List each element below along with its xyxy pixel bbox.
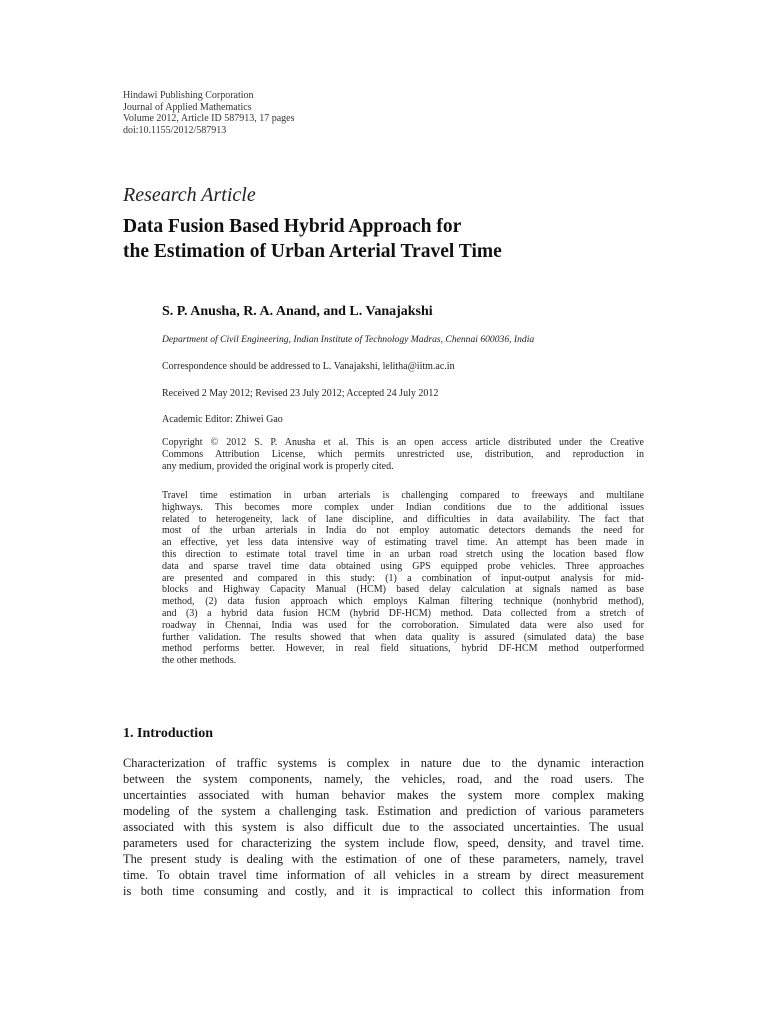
body-line: associated with this system is also difficult due to the associated uncertainties. The usual	[123, 820, 644, 834]
paper-title	[123, 214, 663, 264]
title-line: Data Fusion Based Hybrid Approach for	[123, 216, 462, 237]
correspondence: Correspondence should be addressed to L. Vanajakshi, lelitha@iitm.ac.in	[162, 361, 455, 372]
abstract-line: blocks and Highway Capacity Manual (HCM) based delay calculation at signals named as base	[162, 584, 644, 596]
copyright-line: Commons Attribution License, which permits unrestricted use, distribution, and reproduction in	[162, 448, 644, 460]
copyright-line: any medium, provided the original work is properly cited.	[162, 460, 394, 472]
abstract-line: most of the urban arterials in India do not employ automatic detectors demands the need for	[162, 525, 644, 537]
affiliation: Department of Civil Engineering, Indian Institute of Technology Madras, Chennai 600036, India	[162, 334, 535, 345]
abstract-line: this direction to estimate total travel time in an urban road stretch using the location based flow	[162, 548, 644, 560]
abstract-line: an effective, yet less data intensive way of estimating travel time. An attempt has been made in	[162, 537, 644, 549]
abstract-line: the other methods.	[162, 655, 237, 667]
authors: S. P. Anusha, R. A. Anand, and L. Vanajakshi	[162, 304, 433, 319]
body-line: uncertainties associated with human behavior makes the system more complex making	[123, 788, 644, 802]
abstract-line: highways. This becomes more complex under Indian conditions due to the additional issues	[162, 501, 644, 513]
publisher-name: Hindawi Publishing Corporation	[123, 90, 254, 101]
abstract-line: related to heterogeneity, lack of lane discipline, and difficulties in data availability. The fact that	[162, 513, 644, 525]
abstract	[162, 490, 644, 667]
title-line: the Estimation of Urban Arterial Travel Time	[123, 241, 502, 262]
body-line: time. To obtain travel time information of all vehicles in a stream by direct measurement	[123, 868, 644, 882]
journal-name: Journal of Applied Mathematics	[123, 101, 252, 113]
abstract-line: further validation. The results showed that when data quality is assured (simulated data) the base	[162, 631, 644, 643]
abstract-line: roadway in Chennai, India was used for the corroboration. Simulated data were also used for	[162, 619, 644, 631]
copyright-notice	[162, 437, 644, 472]
academic-editor: Academic Editor: Zhiwei Gao	[162, 414, 283, 425]
abstract-line: are presented and compared in this study: (1) a combination of input-output analysis for mid-	[162, 572, 644, 584]
abstract-line: and (3) a hybrid data fusion HCM (hybrid DF-HCM) method. Data collected from a stretch of	[162, 607, 644, 619]
abstract-line: method performs better. However, in real field situations, hybrid DF-HCM method outperformed	[162, 643, 644, 655]
body-line: between the system components, namely, the vehicles, road, and the road users. The	[123, 772, 644, 786]
body-line: parameters used for characterizing the system include flow, speed, density, and travel time.	[123, 836, 644, 850]
journal-header	[123, 90, 523, 136]
received-dates: Received 2 May 2012; Revised 23 July 2012; Accepted 24 July 2012	[162, 388, 439, 399]
body-line: is both time consuming and costly, and it is impractical to collect this information from	[123, 884, 644, 898]
body-line: Characterization of traffic systems is complex in nature due to the dynamic interaction	[123, 756, 644, 770]
copyright-line: Copyright © 2012 S. P. Anusha et al. This is an open access article distributed under the Creative	[162, 437, 644, 448]
body-line: The present study is dealing with the estimation of one of these parameters, namely, travel	[123, 852, 644, 866]
abstract-line: data and sparse travel time data obtained using GPS equipped probe vehicles. Three approaches	[162, 560, 644, 572]
abstract-line: Travel time estimation in urban arterials is challenging compared to freeways and multilane	[162, 490, 644, 501]
volume-info: Volume 2012, Article ID 587913, 17 pages	[123, 113, 295, 124]
doi: doi:10.1155/2012/587913	[123, 124, 227, 136]
section-heading: 1. Introduction	[123, 726, 213, 741]
body-line: modeling of the system a challenging task. Estimation and prediction of various parameters	[123, 804, 644, 818]
introduction-body	[123, 755, 644, 899]
abstract-line: method, (2) data fusion approach which employs Kalman filtering technique (nonhybrid method),	[162, 596, 644, 608]
article-type: Research Article	[123, 184, 256, 206]
